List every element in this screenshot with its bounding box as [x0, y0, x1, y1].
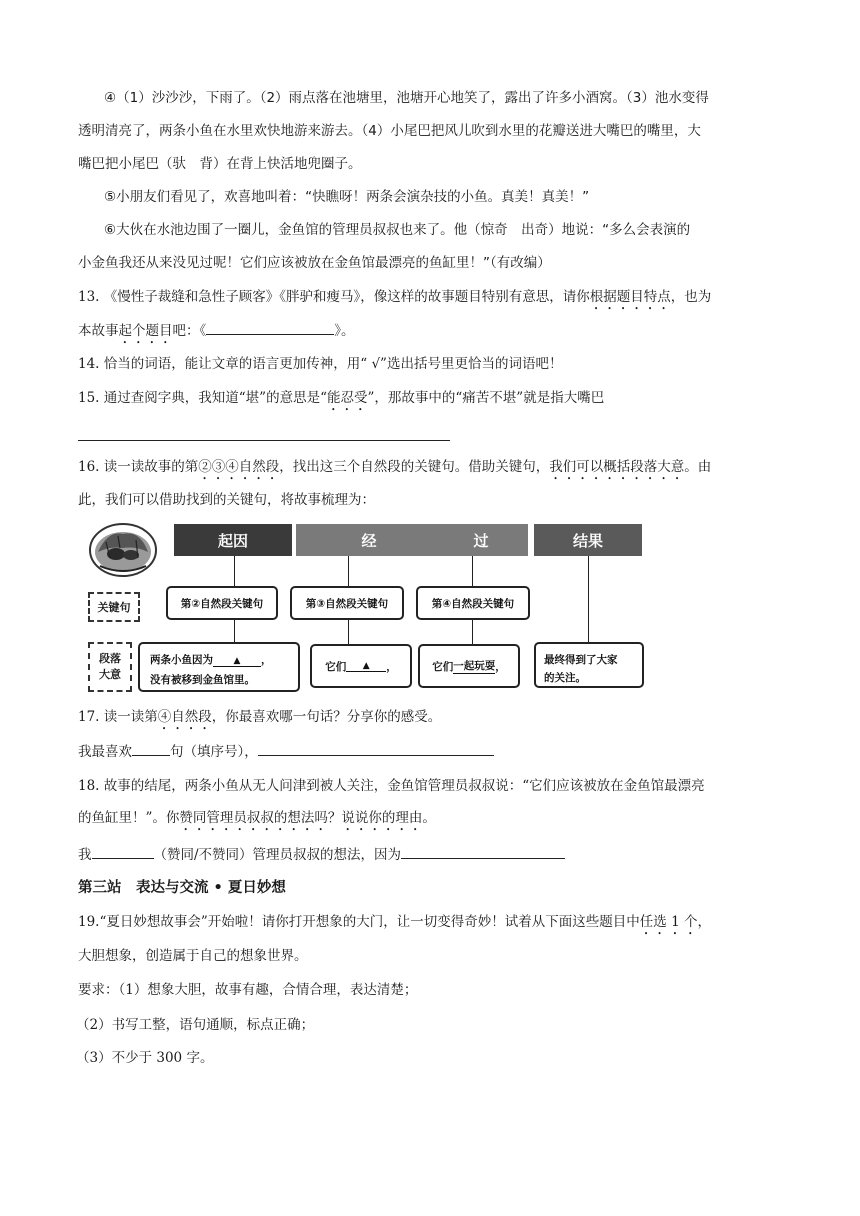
label-key-sentence — [88, 592, 140, 622]
main-idea-p3[interactable] — [310, 644, 412, 688]
q16-text3: 。由 — [684, 459, 712, 475]
header-result — [534, 524, 642, 556]
question-13-line1 — [78, 287, 711, 313]
key-sentence-p4[interactable] — [416, 586, 530, 620]
question-13-line2 — [78, 320, 355, 347]
story-p4-line2: 透明清亮了，两条小鱼在水里欢快地游来游去。（4）小尾巴把风儿吹到水里的花瓣送进大嘴巴的嘴里，大 — [78, 123, 701, 139]
question-18-answer — [78, 844, 565, 865]
q18-reason-blank[interactable] — [401, 844, 565, 859]
label-main-idea — [88, 642, 132, 692]
q13-emphasis2: 起个题目 — [118, 323, 173, 339]
header-result-label: 结果 — [572, 531, 603, 550]
question-16-line1 — [78, 457, 711, 483]
question-15 — [78, 388, 604, 414]
main-idea-result[interactable] — [534, 642, 644, 688]
q19-emphasis: 任选 1 个 — [639, 914, 698, 930]
q17-text: 17. 读一读第 — [78, 709, 158, 725]
q18-text: 的鱼缸里！”。你 — [78, 810, 180, 826]
question-18-line1: 18. 故事的结尾，两条小鱼从无人问津到被人关注，金鱼馆管理员叔叔说：“它们应该被放在金鱼馆最漂亮 — [78, 778, 705, 794]
q18-agree-blank[interactable] — [92, 844, 154, 859]
q18-fill-text: 我 — [78, 847, 92, 863]
main-idea-p4-underlined: 一起玩耍 — [453, 660, 496, 672]
header-process-label2: 过 — [473, 531, 489, 550]
question-19-line1 — [78, 912, 711, 938]
q17-fill-text: 我最喜欢 — [78, 744, 132, 760]
q15-text-end: ，那故事中的“痛苦不堪”就是指大嘴巴 — [374, 390, 605, 406]
main-idea-p3-blank[interactable]: ▲ — [346, 661, 386, 672]
main-idea-result-line2: 的关注。 — [544, 672, 586, 684]
q13-text3: 吧：《 — [172, 323, 207, 339]
q16-text2: ，找出这三个自然段的关键句。借助关键句， — [279, 459, 550, 475]
question-19-req2: （2）书写工整，语句通顺，标点正确； — [76, 1017, 315, 1033]
header-process — [296, 524, 528, 556]
header-cause — [174, 524, 292, 556]
label-main-idea-text: 段落 大意 — [99, 652, 121, 681]
question-16-line2: 此，我们可以借助找到的关键句，将故事梳理为： — [78, 492, 375, 508]
story-p6-line1: ⑥大伙在水池边围了一圈儿，金鱼馆的管理员叔叔也来了。他（惊奇 出奇）地说：“多么会表演的 — [104, 222, 691, 238]
question-17-answer — [78, 741, 494, 762]
key-sentence-p4-label: 第④自然段关键句 — [431, 597, 515, 610]
label-key-sentence-text: 关键句 — [97, 601, 131, 614]
q13-title-blank[interactable] — [206, 320, 334, 335]
question-18-line2 — [78, 808, 436, 834]
header-cause-label: 起因 — [217, 531, 248, 550]
key-sentence-p2-label: 第②自然段关键句 — [180, 597, 264, 610]
main-idea-p2-comma: ， — [261, 654, 272, 666]
q17-text-end: ，你最喜欢哪一句话？分享你的感受。 — [211, 709, 442, 725]
q13-text: 13. 《慢性子裁缝和急性子顾客》《胖驴和瘦马》，像这样的故事题目特别有意思，请你 — [78, 289, 590, 305]
q13-text4: 》。 — [334, 323, 355, 339]
story-p4-line1: ④（1）沙沙沙，下雨了。（2）雨点落在池塘里，池塘开心地笑了，露出了许多小酒窝。（3）池水变得 — [104, 90, 709, 106]
main-idea-p4-comma: ， — [495, 660, 506, 673]
q17-fill-text2: 句（填序号）， — [170, 744, 258, 760]
q15-answer-line[interactable] — [78, 440, 450, 441]
main-idea-result-line1: 最终得到了大家 — [544, 654, 618, 666]
main-idea-p2-line2: 没有被移到金鱼馆里。 — [150, 674, 255, 686]
q17-reason-blank[interactable] — [258, 741, 494, 756]
q17-emphasis: ④自然段 — [157, 709, 212, 725]
q19-text: 19.“夏日妙想故事会”开始啦！请你打开想象的大门，让一切变得奇妙！试着从下面这些题目中 — [78, 914, 640, 930]
header-process-label1: 经 — [361, 531, 377, 550]
main-idea-p3-comma: ， — [386, 660, 397, 673]
q16-text: 16. 读一读故事的第 — [78, 459, 199, 475]
question-19-req1: 要求：（1）想象大胆，故事有趣，合情合理，表达清楚； — [78, 982, 418, 998]
q16-emphasis2: 我们可以概括段落大意 — [549, 459, 685, 475]
story-structure-diagram — [76, 518, 650, 698]
q13-text2: 本故事 — [78, 323, 119, 339]
main-idea-p2-line1 — [150, 652, 272, 667]
main-idea-p2-blank[interactable]: ▲ — [213, 656, 261, 667]
story-p6-line2: 小金鱼我还从来没见过呢！它们应该被放在金鱼馆最漂亮的鱼缸里！”（有改编） — [78, 255, 551, 271]
q13-emphasis: 根据题目特点 — [589, 289, 671, 305]
q18-emphasis: 赞同管理员叔叔的想法吗？说说你的理由 — [179, 810, 423, 826]
main-idea-p2-text: 两条小鱼因为 — [150, 654, 213, 666]
question-19-req3: （3）不少于 300 字。 — [76, 1050, 214, 1066]
q19-text-end: ， — [697, 914, 711, 930]
main-idea-p2[interactable] — [138, 642, 300, 692]
main-idea-p4[interactable] — [418, 644, 520, 688]
main-idea-p3-text: 它们 — [325, 660, 347, 673]
section-3-title: 第三站 表达与交流 • 夏日妙想 — [78, 880, 286, 896]
q17-sentence-number-blank[interactable] — [132, 741, 170, 756]
q15-text: 15. 通过查阅字典，我知道“堪”的意思是 — [78, 390, 321, 406]
story-p4-line3: 嘴巴把小尾巴（驮 背）在背上快活地兜圈子。 — [78, 156, 362, 172]
key-sentence-p2[interactable] — [166, 586, 278, 620]
q13-text-end: ，也为 — [670, 289, 712, 305]
main-idea-p4-text: 它们 — [432, 660, 454, 673]
story-p5: ⑤小朋友们看见了，欢喜地叫着：“快瞧呀！两条会演杂技的小鱼。真美！真美！” — [104, 189, 590, 205]
q18-text-end: 。 — [422, 810, 436, 826]
q15-emphasis: “能忍受” — [320, 390, 375, 406]
question-17 — [78, 707, 441, 733]
key-sentence-p3[interactable] — [290, 586, 404, 620]
q18-fill-text2: （赞同/不赞同）管理员叔叔的想法，因为 — [153, 847, 402, 863]
question-14: 14. 恰当的词语，能让文章的语言更加传神，用“ √”选出括号里更恰当的词语吧！ — [78, 356, 563, 372]
key-sentence-p3-label: 第③自然段关键句 — [305, 597, 389, 610]
fish-pond-picture — [88, 522, 158, 578]
question-19-line2: 大胆想象，创造属于自己的想象世界。 — [78, 948, 308, 964]
q16-emphasis1: ②③④自然段 — [198, 459, 280, 475]
